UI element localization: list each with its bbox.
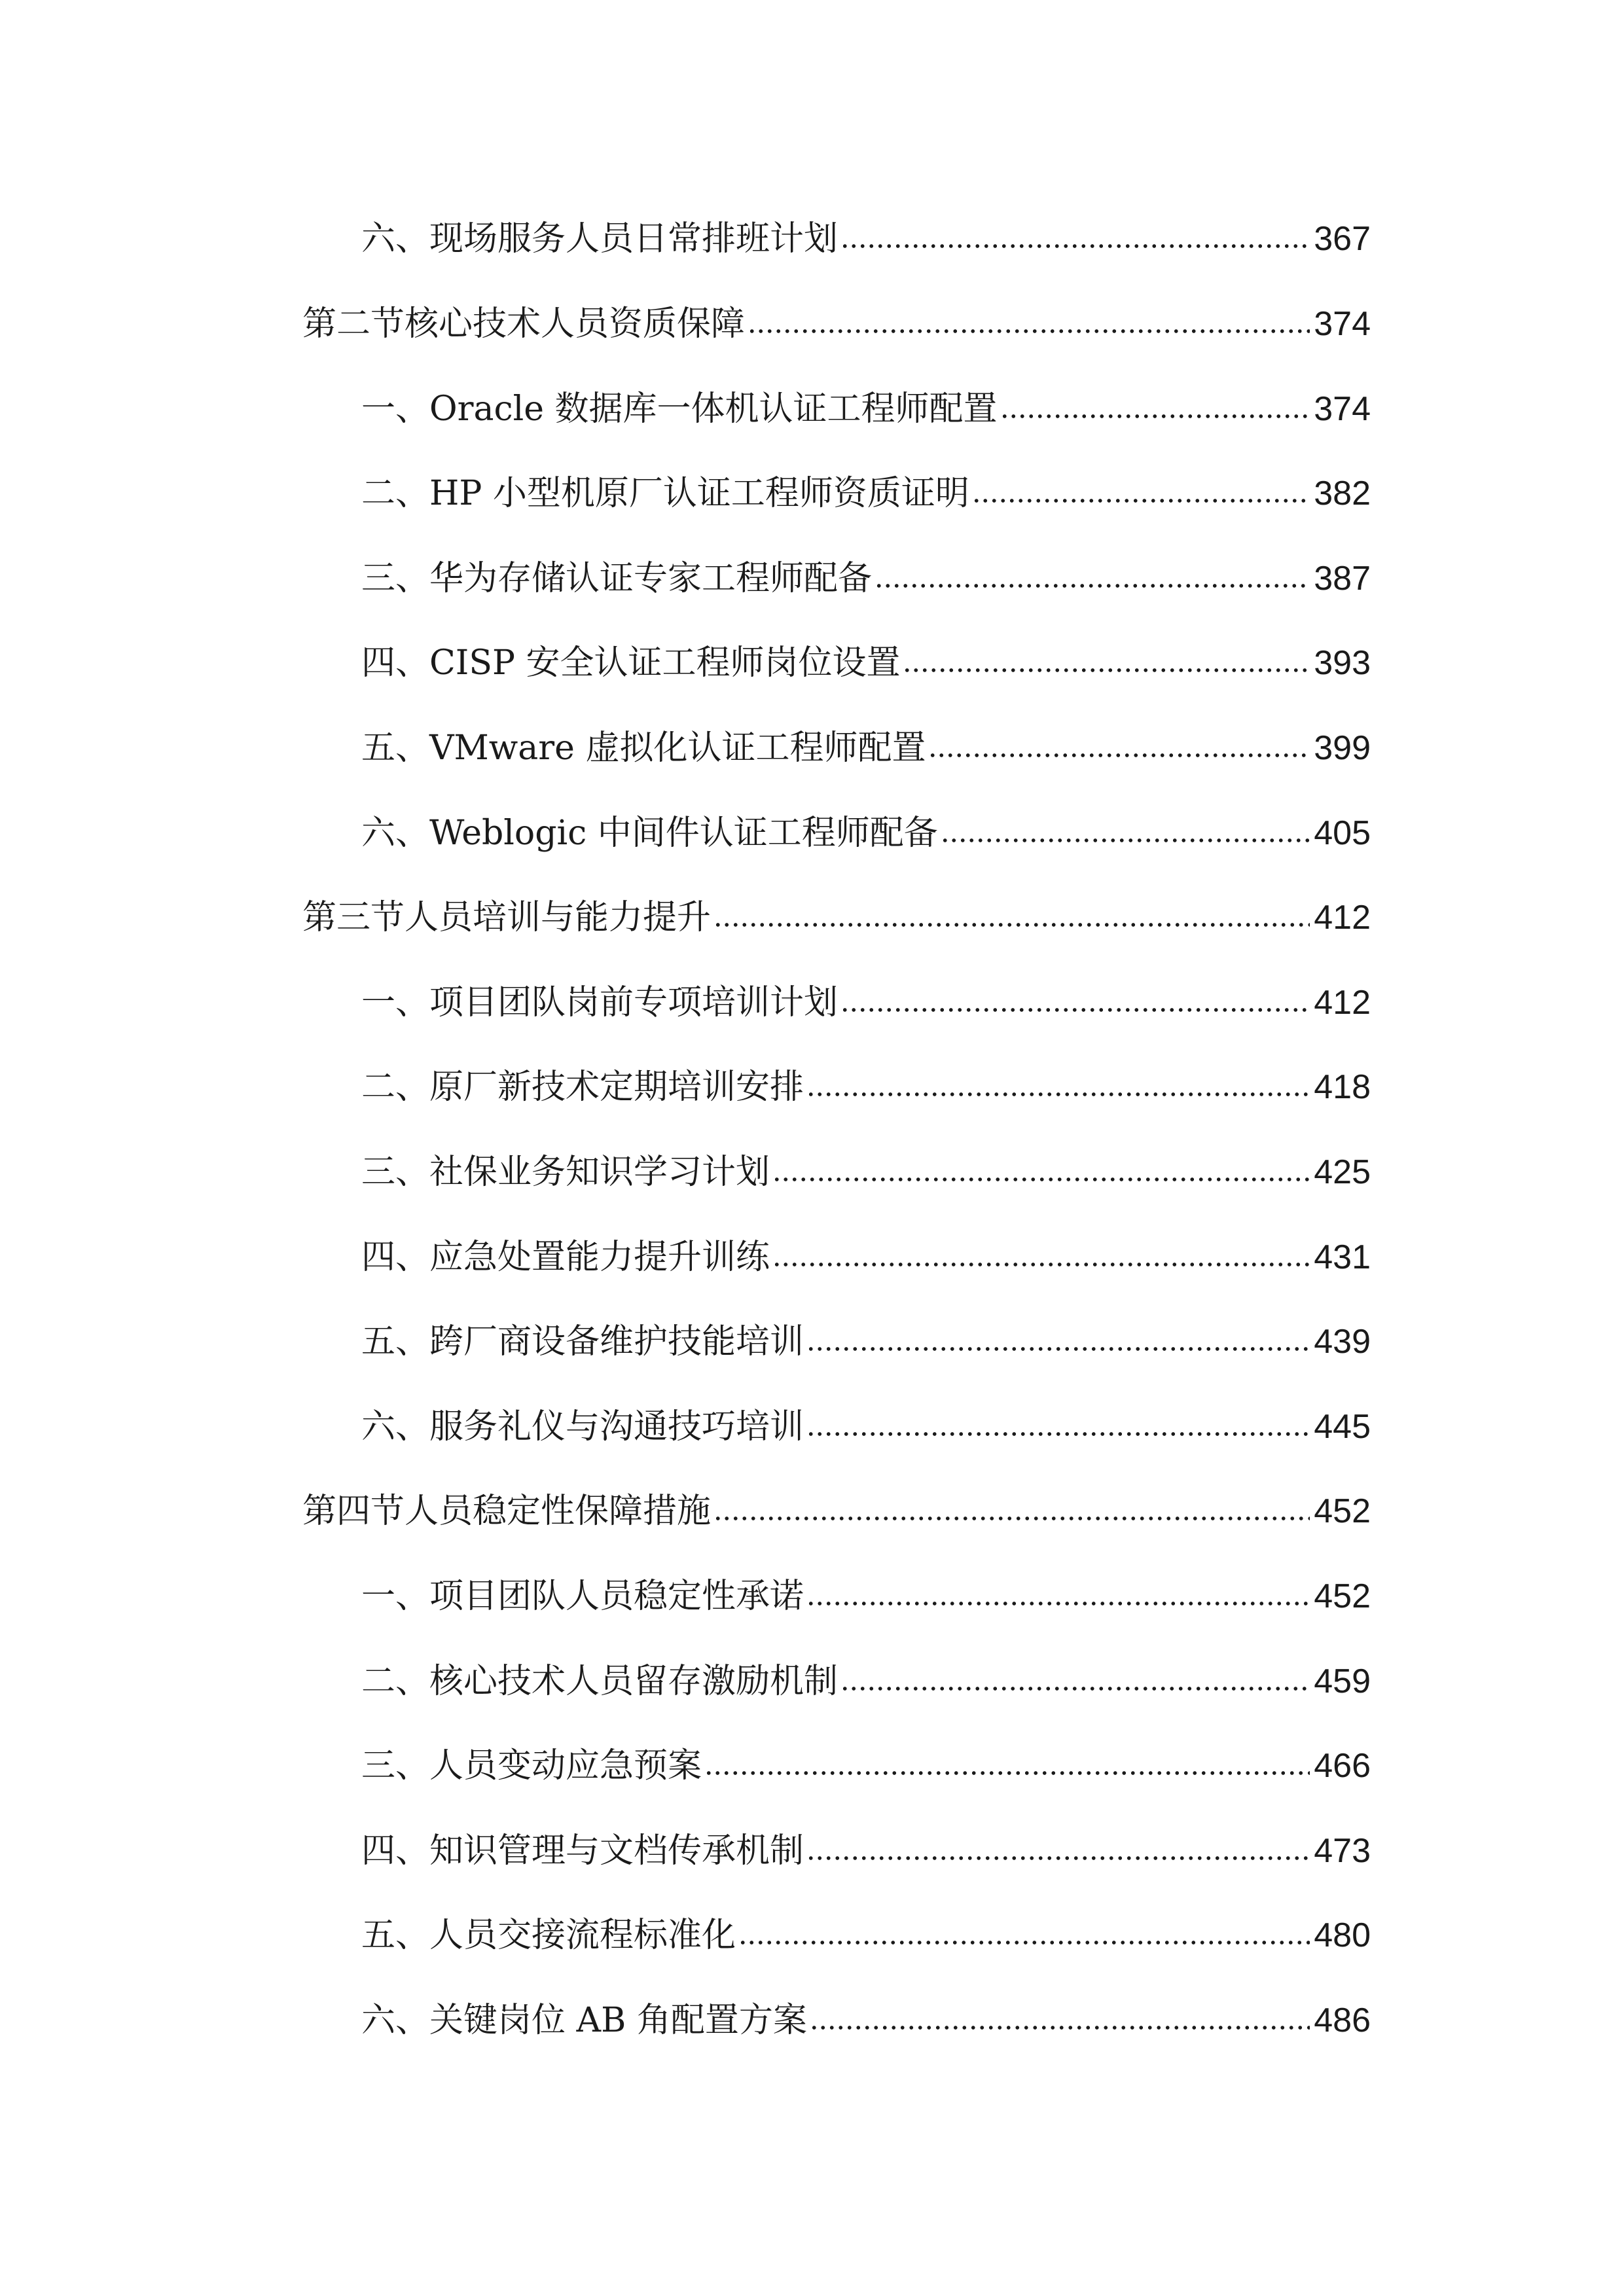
toc-entry-page: 374 — [1314, 390, 1371, 428]
dot-leader — [806, 1427, 1310, 1441]
toc-entry-page: 367 — [1314, 220, 1371, 258]
dot-leader — [704, 1767, 1310, 1780]
toc-entry-page: 412 — [1314, 899, 1371, 937]
toc-entry-title: 四、应急处置能力提升训练 — [361, 1238, 770, 1277]
toc-entry[interactable] — [361, 1312, 1371, 1371]
toc-entry-title: 第三节人员培训与能力提升 — [302, 898, 712, 937]
toc-entry-title: 一、项目团队人员稳定性承诺 — [361, 1577, 804, 1616]
toc-entry[interactable] — [361, 634, 1371, 692]
toc-entry-page: 452 — [1314, 1492, 1371, 1530]
toc-entry-page: 399 — [1314, 729, 1371, 767]
toc-entry-title: 二、核心技术人员留存激励机制 — [361, 1662, 839, 1701]
toc-entry-title: 三、人员变动应急预案 — [361, 1746, 702, 1785]
toc-entry-page: 425 — [1314, 1153, 1371, 1191]
toc-entry-page: 473 — [1314, 1832, 1371, 1870]
toc-entry[interactable] — [361, 1567, 1371, 1626]
toc-entry[interactable] — [361, 719, 1371, 778]
toc-entry-title: 五、VMware 虚拟化认证工程师配置 — [361, 728, 926, 768]
toc-entry-page: 405 — [1314, 814, 1371, 852]
toc-entry[interactable] — [361, 1228, 1371, 1287]
toc-entry-page: 393 — [1314, 644, 1371, 682]
toc-entry[interactable] — [361, 1058, 1371, 1117]
toc-entry[interactable] — [361, 973, 1371, 1032]
dot-leader — [840, 1682, 1310, 1695]
toc-entry[interactable] — [302, 295, 1371, 353]
dot-leader — [840, 1003, 1310, 1016]
toc-entry-page: 431 — [1314, 1238, 1371, 1276]
toc-entry-title: 三、华为存储认证专家工程师配备 — [361, 559, 873, 598]
toc-entry-page: 459 — [1314, 1662, 1371, 1700]
toc-entry-title: 六、服务礼仪与沟通技巧培训 — [361, 1407, 804, 1446]
toc-entry-title: 六、Weblogic 中间件认证工程师配备 — [361, 814, 938, 853]
toc-entry[interactable] — [361, 804, 1371, 863]
dot-leader — [772, 1258, 1310, 1271]
toc-entry-page: 452 — [1314, 1577, 1371, 1615]
dot-leader — [806, 1088, 1310, 1101]
toc-entry-page: 382 — [1314, 475, 1371, 512]
dot-leader — [928, 749, 1310, 762]
toc-entry-title: 六、现场服务人员日常排班计划 — [361, 219, 839, 259]
dot-leader — [713, 1512, 1310, 1525]
toc-entry[interactable] — [302, 1482, 1371, 1541]
toc-entry-page: 486 — [1314, 2001, 1371, 2039]
toc-entry-title: 三、社保业务知识学习计划 — [361, 1153, 770, 1192]
toc-entry[interactable] — [361, 209, 1371, 268]
toc-entry-title: 二、HP 小型机原厂认证工程师资质证明 — [361, 474, 969, 513]
dot-leader — [941, 834, 1310, 847]
dot-leader — [748, 325, 1310, 338]
dot-leader — [772, 1173, 1310, 1186]
toc-entry-page: 439 — [1314, 1323, 1371, 1361]
toc-entry-page: 480 — [1314, 1916, 1371, 1954]
toc-entry-title: 四、知识管理与文档传承机制 — [361, 1831, 804, 1871]
toc-entry-page: 418 — [1314, 1068, 1371, 1106]
toc-entry[interactable] — [361, 464, 1371, 523]
dot-leader — [806, 1597, 1310, 1610]
toc-entry-title: 二、原厂新技术定期培训安排 — [361, 1067, 804, 1107]
dot-leader — [806, 1342, 1310, 1355]
dot-leader — [1000, 410, 1310, 423]
dot-leader — [738, 1936, 1310, 1949]
toc-entry-title: 五、人员交接流程标准化 — [361, 1916, 736, 1955]
toc-entry[interactable] — [361, 1906, 1371, 1965]
toc-entry-page: 466 — [1314, 1747, 1371, 1785]
toc-entry[interactable] — [361, 1736, 1371, 1795]
toc-entry-title: 六、关键岗位 AB 角配置方案 — [361, 2001, 807, 2040]
toc-entry-page: 445 — [1314, 1408, 1371, 1446]
toc-entry-title: 四、CISP 安全认证工程师岗位设置 — [361, 643, 901, 683]
toc-entry-page: 374 — [1314, 305, 1371, 343]
dot-leader — [875, 579, 1310, 592]
toc-entry-title: 第四节人员稳定性保障措施 — [302, 1492, 712, 1531]
toc-entry-title: 第二节核心技术人员资质保障 — [302, 304, 746, 344]
dot-leader — [972, 494, 1310, 507]
toc-entry[interactable] — [361, 1397, 1371, 1456]
toc-entry[interactable] — [361, 1143, 1371, 1202]
toc-entry-page: 412 — [1314, 984, 1371, 1022]
toc-entry[interactable] — [361, 1652, 1371, 1711]
toc-entry[interactable] — [302, 888, 1371, 947]
toc-entry[interactable] — [361, 380, 1371, 439]
toc-entry[interactable] — [361, 1821, 1371, 1880]
toc-entry-title: 五、跨厂商设备维护技能培训 — [361, 1322, 804, 1361]
dot-leader — [903, 664, 1310, 677]
dot-leader — [806, 1852, 1310, 1865]
dot-leader — [840, 240, 1310, 253]
dot-leader — [713, 918, 1310, 931]
toc-entry-title: 一、Oracle 数据库一体机认证工程师配置 — [361, 389, 998, 429]
toc-entry-page: 387 — [1314, 560, 1371, 598]
toc-entry[interactable] — [361, 1991, 1371, 2050]
dot-leader — [810, 2021, 1310, 2034]
toc-entry-title: 一、项目团队岗前专项培训计划 — [361, 983, 839, 1022]
toc-entry[interactable] — [361, 549, 1371, 608]
